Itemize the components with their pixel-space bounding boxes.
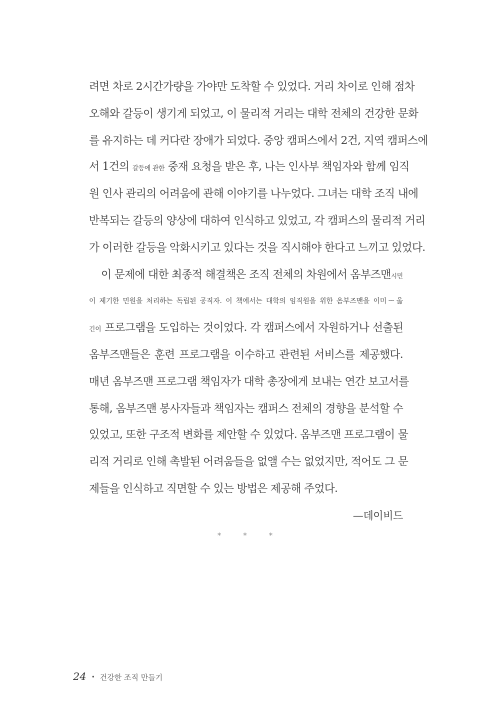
footer-dot: • xyxy=(91,674,95,681)
text-segment: 중재 요청을 받은 후, 나는 인사부 책임자와 함께 임직 xyxy=(164,160,410,174)
body-text xyxy=(89,74,428,503)
text-line: 옴부즈맨들은 훈련 프로그램을 이수하고 관련된 서비스를 제공했다. xyxy=(89,347,403,361)
text-line xyxy=(89,315,403,342)
page-number: 24 xyxy=(73,671,87,683)
text-line: 제들을 인식하고 직면할 수 있는 방법은 제공해 주었다. xyxy=(89,481,338,495)
text-line: 리적 거리로 인해 촉발된 어려움들을 없앨 수는 없었지만, 적어도 그 문 xyxy=(89,455,409,469)
book-title: 건강한 조직 만들기 xyxy=(99,673,163,682)
inline-annotation: 갈등에 관한 xyxy=(132,164,165,173)
signature: —데이비드 xyxy=(352,510,403,522)
inline-annotation: 긴이 xyxy=(89,325,102,334)
text-line: 오해와 갈등이 생기게 되었고, 이 물리적 거리는 대학 전체의 건강한 문화 xyxy=(89,106,419,120)
text-line: 를 유지하는 데 커다란 장애가 되었다. 중앙 캠퍼스에서 2건, 지역 캠퍼스에 xyxy=(89,133,428,147)
text-line: 있었고, 또한 구조적 변화를 제안할 수 있었다. 옴부즈맨 프로그램이 물 xyxy=(89,428,409,442)
text-line: 통해, 옴부즈맨 봉사자들과 책임자는 캠퍼스 전체의 경향을 분석할 수 xyxy=(89,401,403,415)
text-line: 반복되는 갈등의 양상에 대하여 인식하고 있었고, 각 캠퍼스의 물리적 거리 xyxy=(89,213,426,227)
text-line xyxy=(89,262,403,289)
text-line: 매년 옴부즈맨 프로그램 책임자가 대학 총장에게 보내는 연간 보고서를 xyxy=(89,374,409,388)
text-line: 가 이러한 갈등을 악화시키고 있다는 것을 직시해야 한다고 느끼고 있었다. xyxy=(89,240,426,254)
inline-annotation: 시민 xyxy=(390,271,403,280)
translator-note-line: 이 제기한 민원을 처리하는 독립된 공직자. 이 책에서는 대학의 임직원을 위한 옴부즈맨을 이미ー옮 xyxy=(89,297,403,306)
text-segment: 프로그램을 도입하는 것이었다. 각 캠퍼스에서 자원하거나 선출된 xyxy=(101,321,403,335)
text-line: 원 인사 관리의 어려움에 관해 이야기를 나누었다. 그녀는 대학 조직 내에 xyxy=(89,187,419,201)
text-line: 려면 차로 2시간가량을 가야만 도착할 수 있었다. 거리 차이로 인해 점차 xyxy=(89,80,415,93)
section-separator: * * * xyxy=(217,532,283,540)
text-segment: 서 1건의 xyxy=(89,160,133,174)
page-footer xyxy=(73,671,163,683)
text-line xyxy=(89,154,410,181)
text-segment: 이 문제에 대한 최종적 해결책은 조직 전체의 차원에서 옴부즈맨 xyxy=(101,267,391,281)
